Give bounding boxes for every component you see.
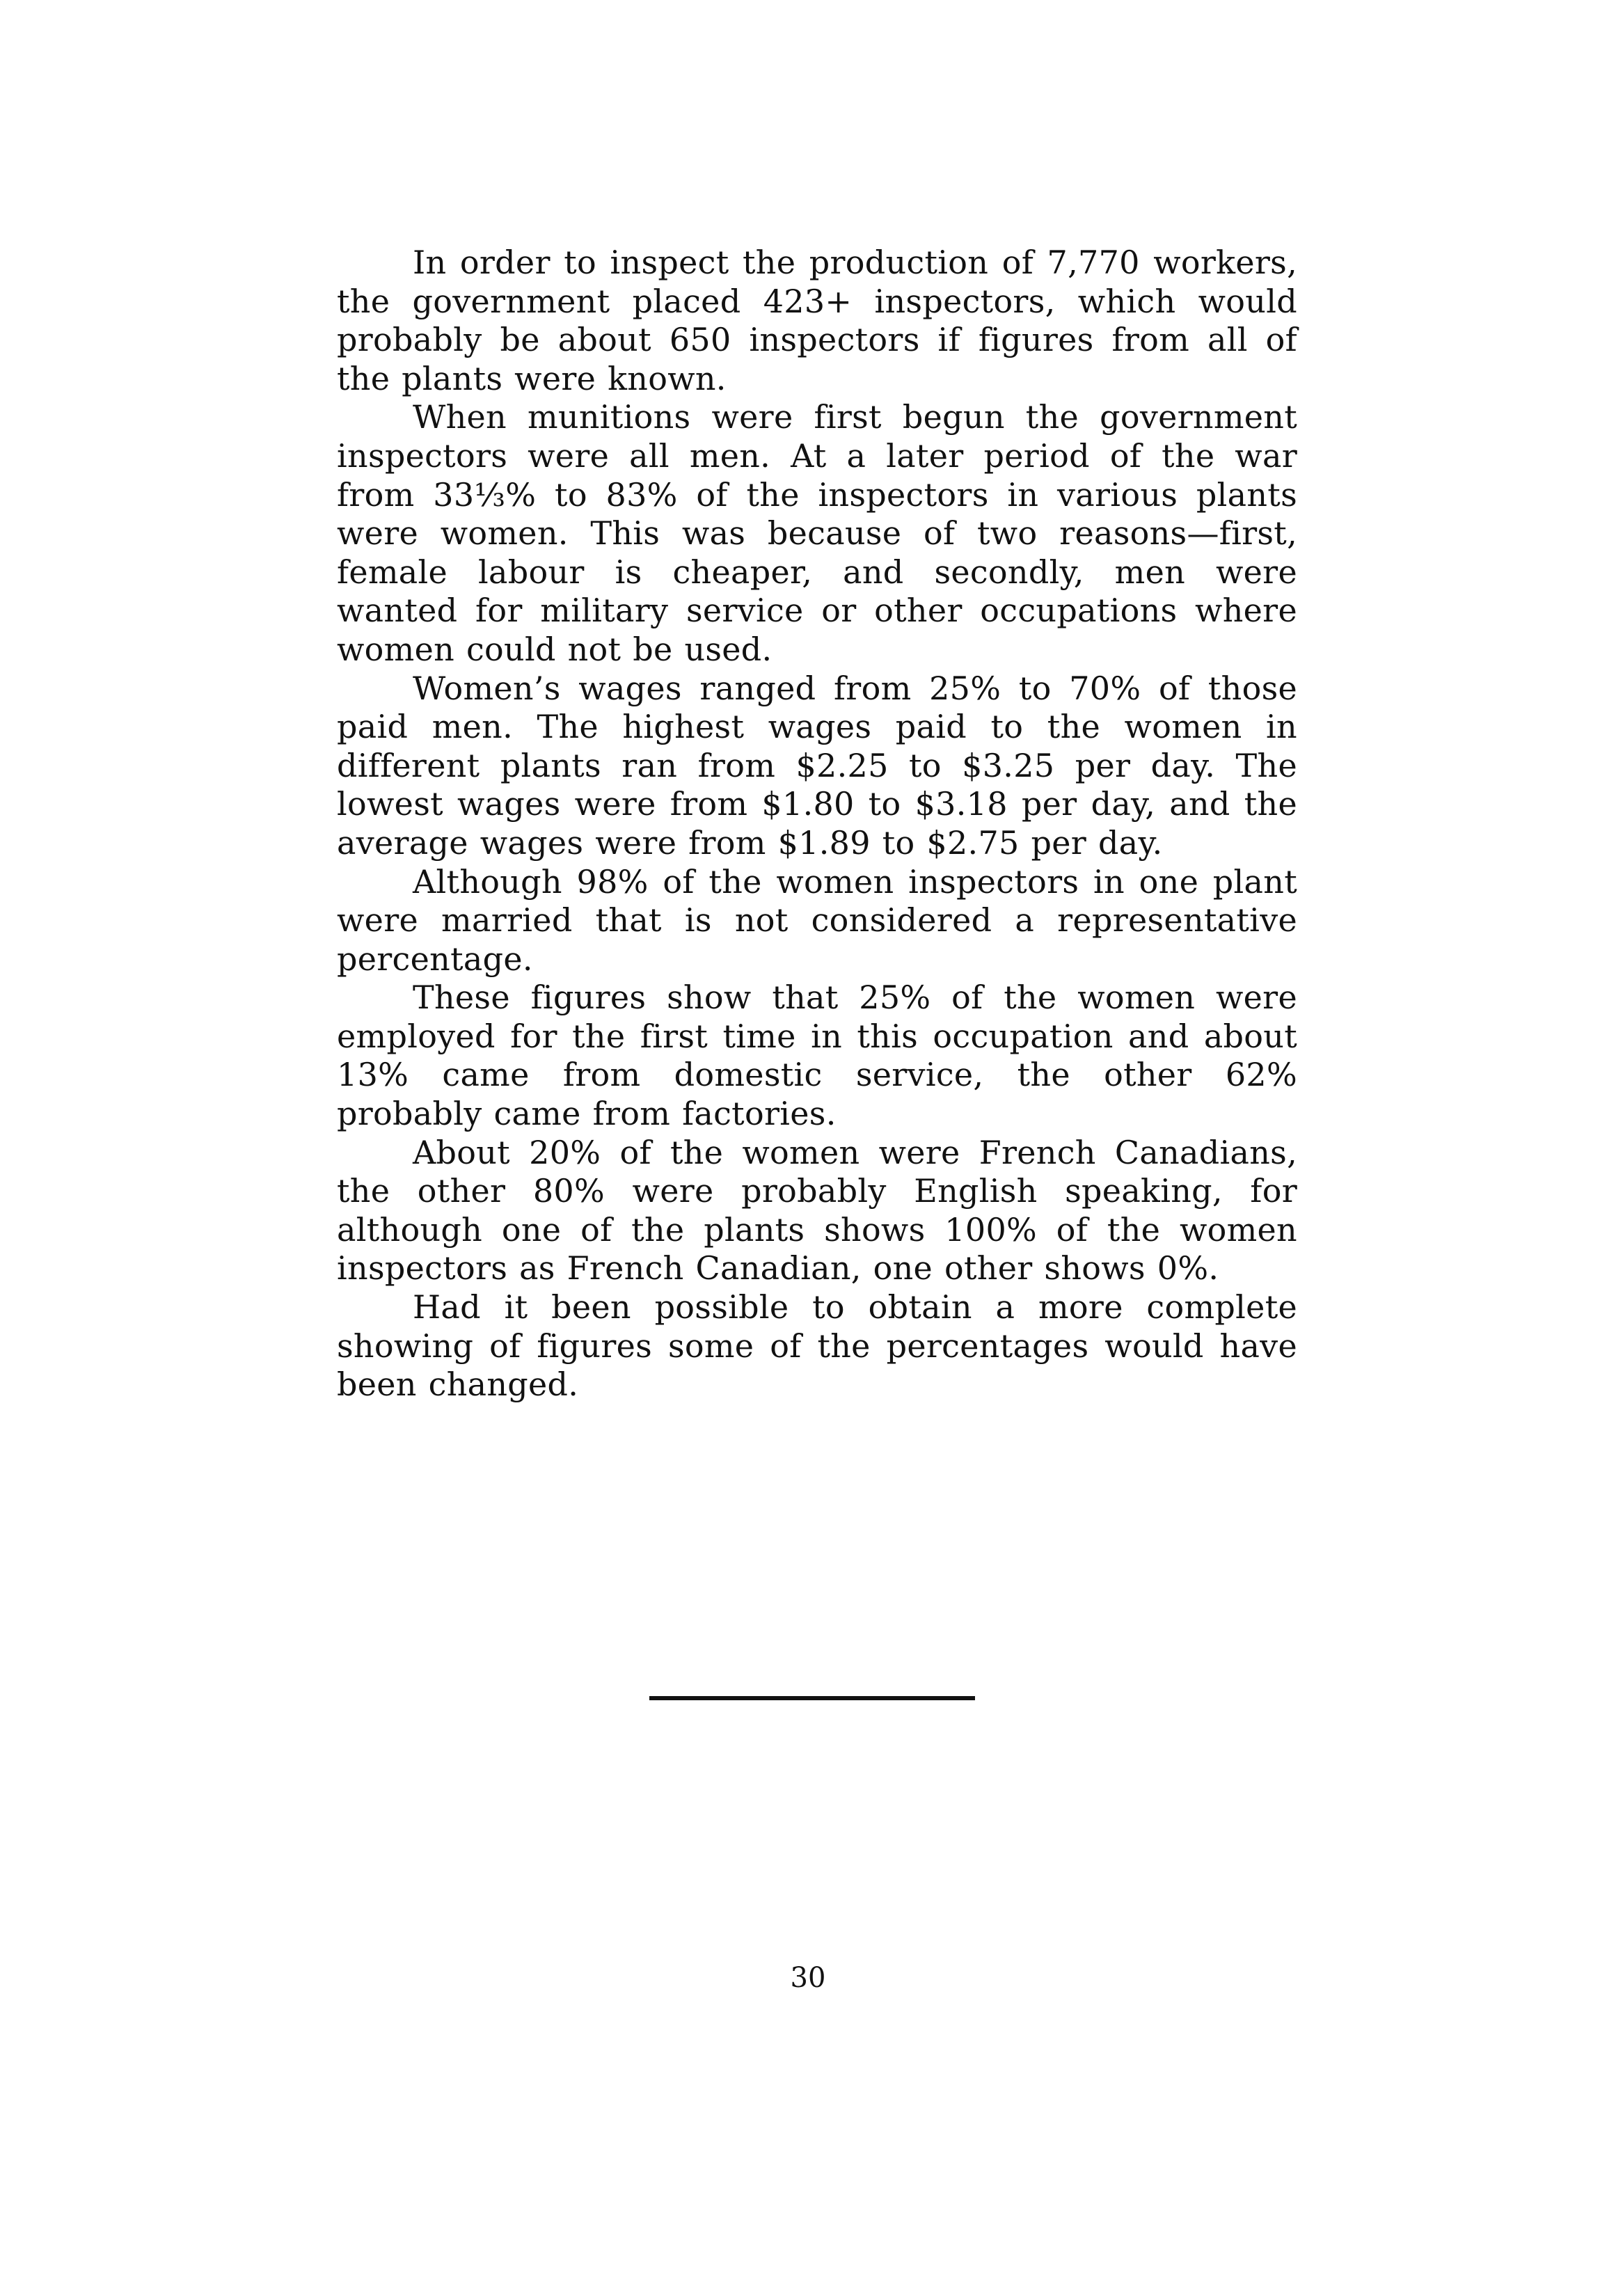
paragraph-inspection-production: In order to inspect the production of 7,770 workers, the government placed 423+ inspectors, which would probably be about 650 inspectors if figures from all of the plants were known. bbox=[337, 244, 1297, 397]
paragraph-language-origin: About 20% of the women were French Canadians, the other 80% were probably English speaking, for although one of the plants shows 100% of the women inspectors as French Canadian, one other shows 0%. bbox=[337, 1133, 1297, 1288]
body-text bbox=[337, 244, 1297, 1404]
page-number: 30 bbox=[790, 1962, 826, 1994]
paragraph-married-inspectors: Although 98% of the women inspectors in one plant were married that is not considered a representative percentage. bbox=[337, 862, 1297, 978]
paragraph-inspector-gender: When munitions were first begun the government inspectors were all men. At a later period of the war from 33⅓% to 83% of the inspectors in various plants were women. This was because of two reasons—first, female labour is cheaper, and secondly, men were wanted for military service or other occupations where women could not be used. bbox=[337, 398, 1297, 668]
paragraph-womens-wages: Women’s wages ranged from 25% to 70% of those paid men. The highest wages paid to the women in different plants ran from $2.25 to $3.25 per day. The lowest wages were from $1.80 to $3.18 per day, and the average wages were from $1.89 to $2.75 per day. bbox=[337, 669, 1297, 862]
paragraph-complete-figures: Had it been possible to obtain a more complete showing of figures some of the percentages would have been changed. bbox=[337, 1288, 1297, 1404]
section-divider bbox=[649, 1696, 975, 1700]
paragraph-prior-employment: These figures show that 25% of the women were employed for the first time in this occupation and about 13% came from domestic service, the other 62% probably came from factories. bbox=[337, 979, 1297, 1133]
